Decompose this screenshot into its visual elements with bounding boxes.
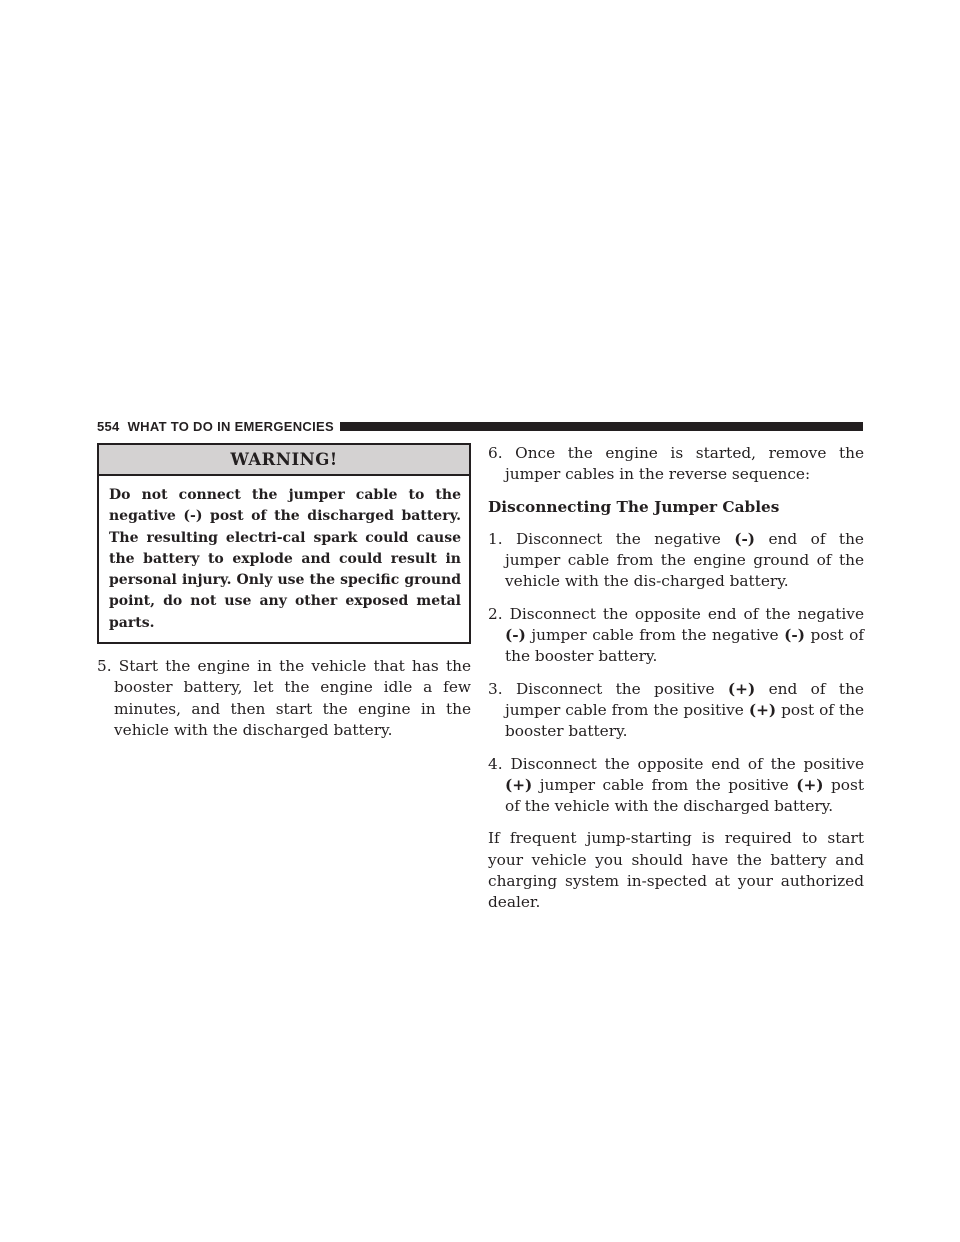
section-title: WHAT TO DO IN EMERGENCIES	[127, 419, 334, 434]
header-rule	[340, 422, 863, 431]
step-5: 5. Start the engine in the vehicle that has the booster battery, let the engine idle a few minutes, and then start the engine in the vehicle with the discharged battery.	[97, 657, 471, 739]
step-text: jumper cable from the negative	[525, 626, 785, 645]
warning-box	[97, 443, 471, 644]
right-column	[488, 443, 864, 914]
page-number: 554	[97, 419, 120, 434]
section-heading: Disconnecting The Jumper Cables	[488, 497, 780, 516]
warning-title: WARNING!	[99, 445, 469, 476]
step-text: post of the booster battery.	[505, 700, 864, 741]
list-item	[488, 754, 864, 818]
step-text: 2. Disconnect the opposite end of the negative	[488, 604, 864, 623]
step-text: post of the booster battery.	[505, 626, 864, 666]
step-text: 1. Disconnect the negative	[488, 529, 735, 548]
step-text: end of the jumper cable from the positive	[505, 679, 864, 719]
polarity-symbol: (+)	[505, 775, 533, 794]
polarity-symbol: (+)	[748, 700, 777, 719]
step-text: end of the jumper cable from the engine ground of the vehicle with the dis-charged battery.	[505, 529, 864, 591]
page-header	[97, 418, 863, 435]
polarity-symbol: (-)	[784, 626, 805, 645]
polarity-symbol: (+)	[796, 775, 824, 794]
polarity-symbol: (-)	[734, 529, 756, 548]
step-6: 6. Once the engine is started, remove the jumper cables in the reverse sequence:	[488, 444, 864, 484]
step-text: 4. Disconnect the opposite end of the positive	[488, 754, 864, 773]
step-text: post of the vehicle with the discharged battery.	[505, 775, 864, 816]
list-item	[488, 529, 864, 593]
closing-paragraph: If frequent jump-starting is required to start your vehicle you should have the battery and charging system in-spected at your authorized dealer.	[488, 829, 864, 912]
polarity-symbol: (+)	[727, 679, 756, 698]
polarity-symbol: (-)	[505, 626, 526, 645]
left-column	[97, 443, 471, 741]
list-item	[488, 604, 864, 668]
step-text: jumper cable from the positive	[532, 775, 797, 794]
list-item	[488, 679, 864, 743]
step-text: 3. Disconnect the positive	[488, 679, 728, 698]
warning-text: Do not connect the jumper cable to the negative (-) post of the discharged battery. The resulting electri-cal spark could cause the battery to explode and could result in personal injury. Only use the specific ground point, do not use any other exposed metal parts.	[109, 487, 461, 631]
